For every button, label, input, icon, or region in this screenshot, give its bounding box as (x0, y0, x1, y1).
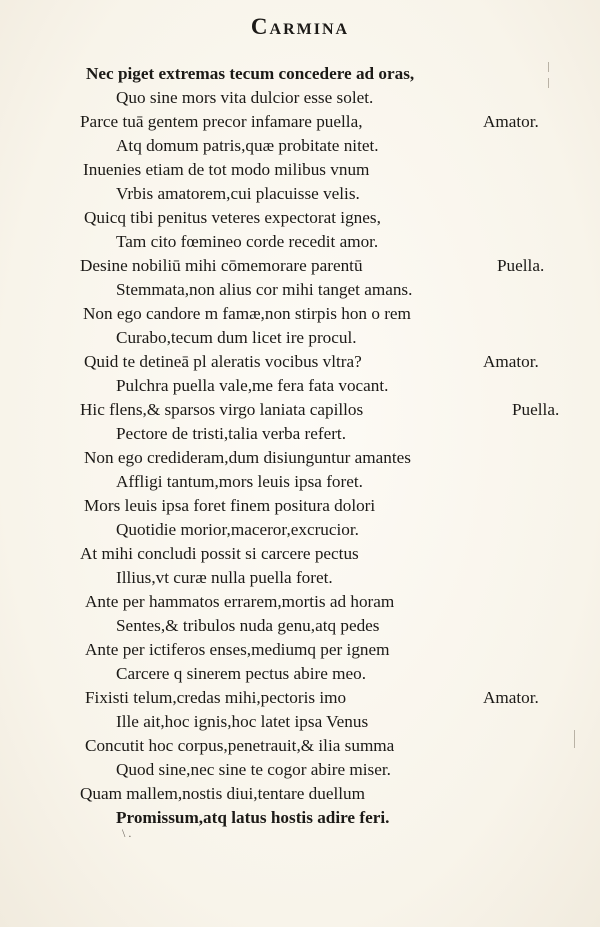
poem-line: At mihi concludi possit si carcere pectus (80, 544, 359, 563)
speaker-label: Amator. (483, 688, 539, 707)
poem-line: Promissum,atq latus hostis adire feri. (116, 808, 390, 827)
poem-line: Desine nobiliū mihi cōmemorare parentū (80, 256, 363, 275)
page-title: Carmina (250, 14, 350, 39)
poem-line: Pectore de tristi,talia verba refert. (116, 424, 347, 443)
poem-line: Quam mallem,nostis diui,tentare duellum (80, 784, 365, 803)
margin-mark (574, 730, 579, 748)
poem-line: Quo sine mors vita dulcior esse solet. (116, 88, 374, 107)
catchword: \ . (122, 826, 132, 840)
poem-line: Non ego credideram,dum disiunguntur amantes (84, 448, 411, 467)
poem-line: Stemmata,non alius cor mihi tanget amans. (116, 280, 413, 299)
margin-mark (548, 62, 553, 72)
poem-line: Affligi tantum,mors leuis ipsa foret. (116, 472, 363, 491)
poem-line: Quid te detineā pl aleratis vocibus vltra? (84, 352, 362, 371)
speaker-label: Puella. (497, 256, 545, 275)
poem-line: Hic flens,& sparsos virgo laniata capillos (80, 400, 364, 419)
poem-line: Nec piget extremas tecum concedere ad oras, (86, 64, 415, 83)
poem-line: Inuenies etiam de tot modo milibus vnum (83, 160, 370, 179)
poem-line: Vrbis amatorem,cui placuisse velis. (116, 184, 360, 203)
poem-line: Concutit hoc corpus,penetrauit,& ilia summa (85, 736, 395, 755)
poem-line: Non ego candore m famæ,non stirpis hon o rem (83, 304, 411, 323)
poem-line: Fixisti telum,credas mihi,pectoris imo (85, 688, 347, 707)
poem-line: Ante per hammatos errarem,mortis ad horam (85, 592, 395, 611)
poem-line: Mors leuis ipsa foret finem positura dolori (84, 496, 376, 515)
poem-line: Carcere q sinerem pectus abire meo. (116, 664, 367, 683)
poem-line: Ille ait,hoc ignis,hoc latet ipsa Venus (116, 712, 369, 731)
speaker-label: Amator. (483, 352, 539, 371)
poem-line: Curabo,tecum dum licet ire procul. (116, 328, 357, 347)
poem-line: Tam cito fœmineo corde recedit amor. (116, 232, 379, 251)
poem-line: Atq domum patris,quæ probitate nitet. (116, 136, 379, 155)
poem-line: Quotidie morior,maceror,excrucior. (116, 520, 359, 539)
poem-line: Illius,vt curæ nulla puella foret. (116, 568, 333, 587)
poem-line: Pulchra puella vale,me fera fata vocant. (116, 376, 389, 395)
poem-line: Quod sine,nec sine te cogor abire miser. (116, 760, 391, 779)
speaker-label: Amator. (483, 112, 539, 131)
margin-mark (548, 78, 553, 88)
speaker-label: Puella. (512, 400, 560, 419)
poem-line: Parce tuā gentem precor infamare puella, (80, 112, 363, 131)
poem-line: Sentes,& tribulos nuda genu,atq pedes (116, 616, 380, 635)
poem-line: Quicq tibi penitus veteres expectorat ignes, (84, 208, 381, 227)
poem-line: Ante per ictiferos enses,mediumq per ignem (85, 640, 390, 659)
